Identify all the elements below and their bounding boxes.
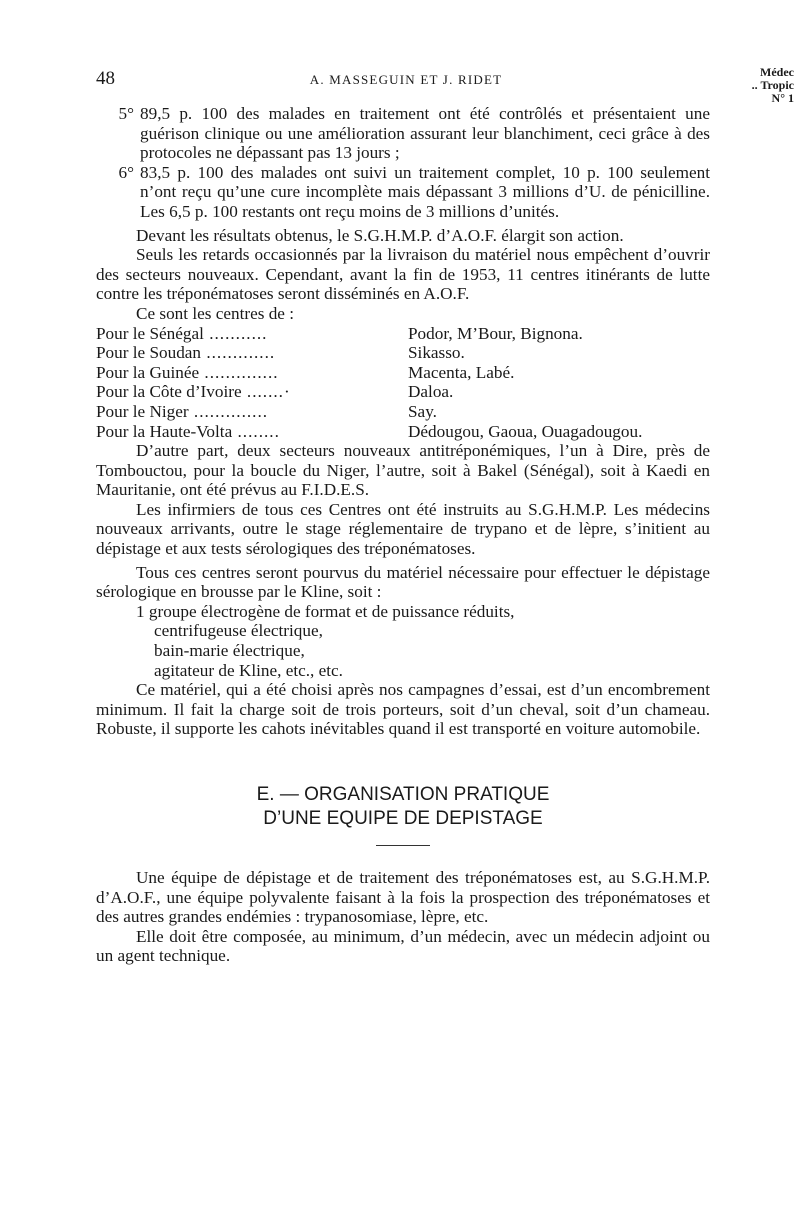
centre-row <box>96 382 710 402</box>
centre-towns: Macenta, Labé. <box>408 362 515 382</box>
paragraph: Une équipe de dépistage et de traitement des tréponématoses est, au S.G.H.M.P. d’A.O.F., une équipe polyvalente faisant à la fois la prospection des tréponématoses et des autres grandes endémies : trypanosomiase, lèpre, etc. <box>96 868 710 927</box>
item-number: 6° <box>118 162 134 182</box>
numbered-item <box>96 104 710 163</box>
centre-towns: Dédougou, Gaoua, Ouagadougou. <box>408 421 643 441</box>
body-text <box>96 104 710 966</box>
item-number: 5° <box>118 104 134 123</box>
centre-region: Pour la Haute-Volta ........ <box>96 421 280 441</box>
running-title: A. MASSEGUIN ET J. RIDET <box>309 72 503 87</box>
paragraph: Devant les résultats obtenus, le S.G.H.M.P. d’A.O.F. élargit son action. <box>136 225 624 245</box>
section-divider <box>376 845 430 846</box>
section-heading <box>96 783 710 831</box>
item-text: 89,5 p. 100 des malades en traitement ont été contrôlés et présentaient une guérison clinique ou une amélioration assurant leur blanchiment, ceci grâce à des protocoles ne dépassant pas 13 jours ; <box>140 104 710 163</box>
paragraph: Ce matériel, qui a été choisi après nos campagnes d’essai, est d’un encombrement minimum. Il fait la charge soit de trois porteurs, soit d’un cheval, soit d’un chameau. Robuste, il supporte les cahots inévitables quand il est transporté en voiture automobile. <box>96 680 710 739</box>
margin-note-line: .. Tropic <box>751 78 794 92</box>
equipment-item: agitateur de Kline, etc., etc. <box>154 660 343 680</box>
section-heading-line: E. — ORGANISATION PRATIQUE <box>256 784 550 805</box>
centres-list <box>96 324 710 442</box>
paragraph: Tous ces centres seront pourvus du matériel nécessaire pour effectuer le dépistage sérologique en brousse par le Kline, soit : <box>96 562 710 602</box>
equipment-list <box>136 602 710 680</box>
centre-towns: Daloa. <box>408 382 454 402</box>
equipment-item: centrifugeuse électrique, <box>154 621 323 641</box>
paragraph: Seuls les retards occasionnés par la livraison du matériel nous empêchent d’ouvrir des secteurs nouveaux. Cependant, avant la fin de 1953, 11 centres itinérants de lutte contre les tréponématoses seront disséminés en A.O.F. <box>96 245 710 304</box>
centre-region: Pour la Guinée .............. <box>96 362 279 382</box>
numbered-item <box>96 163 710 222</box>
centre-row <box>96 363 710 383</box>
equipment-item: bain-marie électrique, <box>154 641 305 661</box>
section-heading-line: D’UNE EQUIPE DE DEPISTAGE <box>263 808 543 829</box>
margin-note-line: Médec <box>760 65 794 79</box>
centre-row <box>96 343 710 363</box>
centre-towns: Sikasso. <box>408 343 465 363</box>
centre-row <box>96 324 710 344</box>
centre-region: Pour la Côte d’Ivoire .......· <box>96 382 291 402</box>
centre-row <box>96 422 710 442</box>
centre-row <box>96 402 710 422</box>
paragraph: Elle doit être composée, au minimum, d’un médecin, avec un médecin adjoint ou un agent technique. <box>96 926 710 966</box>
centre-region: Pour le Sénégal ........... <box>96 323 268 343</box>
page-header <box>96 68 716 90</box>
centre-region: Pour le Soudan ............. <box>96 343 276 363</box>
margin-note <box>752 66 794 105</box>
centre-towns: Podor, M’Bour, Bignona. <box>408 323 583 343</box>
equipment-item: 1 groupe électrogène de format et de puissance réduits, <box>136 601 515 621</box>
margin-note-line: N° 1 <box>771 91 794 105</box>
paragraph: Les infirmiers de tous ces Centres ont été instruits au S.G.H.M.P. Les médecins nouveaux arrivants, outre le stage réglementaire de trypano et de lèpre, s’initient au dépistage et aux tests sérologiques des tréponématoses. <box>96 499 710 559</box>
paragraph: Ce sont les centres de : <box>136 303 294 323</box>
page-number: 48 <box>96 68 115 89</box>
centre-towns: Say. <box>408 401 437 421</box>
paragraph: D’autre part, deux secteurs nouveaux antitréponémiques, l’un à Dire, près de Tombouctou, pour la boucle du Niger, l’autre, soit à Bakel (Sénégal), soit à Kaedi en Mauritanie, ont été prévus au F.I.D.E.S. <box>96 441 710 500</box>
centre-region: Pour le Niger .............. <box>96 401 269 421</box>
item-text: 83,5 p. 100 des malades ont suivi un traitement complet, 10 p. 100 seulement n’ont reçu qu’une cure incomplète mais dépassant 3 millions d’U. de pénicilline. Les 6,5 p. 100 restants ont reçu moins de 3 millions d’unités. <box>140 162 710 221</box>
